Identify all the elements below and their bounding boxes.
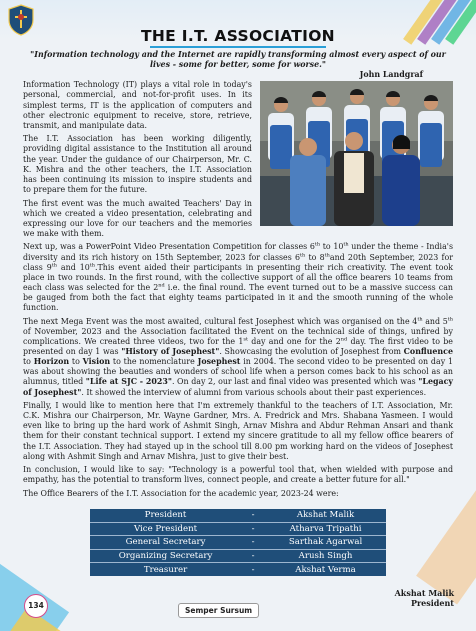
table-row bbox=[90, 549, 386, 563]
school-motto: Semper Sursum bbox=[178, 603, 259, 618]
table-row bbox=[90, 509, 386, 522]
page-title: THE I.T. ASSOCIATION bbox=[141, 27, 335, 45]
bearer-role: President bbox=[90, 509, 241, 522]
signature-block bbox=[395, 588, 454, 609]
bearer-name: Arush Singh bbox=[265, 549, 386, 563]
bearer-name: Akshat Verma bbox=[295, 564, 356, 575]
paragraph-competition: Next up, was a PowerPoint Video Presentation Competition for classes 6th to 10th under the theme - India's diversity and its rich history on 15th September, 2023 for classes 6th to 8thand 20th September, 2023 for class 9th and 10th.This event aided their participants in presenting their rich creativity. The event took place in two rounds. In the first round, with the collective support of all the office bearers 10 teams from each class was selected for the 2nd i.e. the final round. The event turned out to be a massive success can be gauged from both the fact that eighty teams participated in it and the smooth running of the whole function. bbox=[23, 241, 454, 313]
paragraph-bearers-intro: The Office Bearers of the I.T. Association for the academic year, 2023-24 were: bbox=[23, 488, 339, 498]
title-underline bbox=[150, 46, 326, 48]
bearer-role: Vice President bbox=[90, 522, 241, 536]
bearer-name: Akshat Malik bbox=[265, 509, 386, 522]
table-row bbox=[90, 563, 386, 576]
bearer-dash: - bbox=[241, 522, 265, 536]
bearer-dash: - bbox=[241, 549, 265, 563]
paragraph-thanks: Finally, I would like to mention here that I'm extremely thankful to the teachers of I.T. Association, Mr. C.K. Mishra our Chairperson, Mr. Wayne Gardner, Mrs. A. Fredrick and Mrs. Shabana Yasmeen. I would even like to bring up the hard work of Ashmit Singh, Arnav Mishra and Abdur Rehman Ansari and thank them for their constant technical support. I extend my sincere gratitude to all my fellow office bearers of the I.T. Association. They had stayed up in the school till 8.00 pm working hard on the videos of Josephest along with Ashmit Singh and Arnav Mishra, just to give their best. bbox=[23, 401, 453, 461]
bearer-dash: - bbox=[251, 564, 255, 575]
bearer-role: Organizing Secretary bbox=[90, 549, 241, 563]
paragraph-josephest: The next Mega Event was the most awaited, cultural fest Josephest which was organised on the 4th and 5th of November, 2023 and the Association facilitated the Event on the technical side of things, unfired by complications. We created three videos, two for the 1st day and one for the 2nd day. The first video to be presented on day 1 was "History of Josephest". Showcasing the evolution of Josephest from Confluence to Horizon to Vision to the nomenclature Josephest in 2004. The second video to be presented on day 1 was about showing the beauties and wonders of school life when a person comes back to his school as an alumnus, titled "Life at SJC - 2023". On day 2, our last and final video was presented which was "Legacy of Josephest". It showed the interview of alumni from various schools about their past experiences. bbox=[23, 316, 453, 397]
bearer-role: General Secretary bbox=[90, 536, 241, 550]
group-photo bbox=[260, 81, 453, 226]
article-body bbox=[23, 50, 453, 503]
table-row bbox=[90, 522, 386, 536]
quote-text: "Information technology and the Internet are rapidly transforming almost every aspect of our lives - some for better, some for worse." bbox=[30, 50, 446, 70]
paragraph-conclusion: In conclusion, I would like to say: "Technology is a powerful tool that, when wielded with purpose and empathy, has the potential to transform lives, connect people, and create a better future for all." bbox=[23, 465, 453, 485]
paragraph-association: The I.T. Association has been working diligently, providing digital assistance to the Institution all around the year. Under the guidance of our Chairperson, Mr. C. K. Mishra and the other teachers, the I.T. Association has been continuing its mission to inspire students and to prepare them for the future. bbox=[23, 134, 252, 194]
bearer-name: Sarthak Agarwal bbox=[265, 536, 386, 550]
paragraph-teachers-day: The first event was the much awaited Teachers' Day in which we created a video presentation, celebrating and expressing our love for our teachers and the memories we make with them. bbox=[23, 198, 252, 238]
page-number: 134 bbox=[24, 594, 48, 618]
bearer-dash: - bbox=[241, 536, 265, 550]
quote-author: John Landgraf bbox=[359, 70, 423, 80]
signer-title: President bbox=[410, 598, 454, 609]
signer-name: Akshat Malik bbox=[394, 588, 454, 598]
bearer-role: Treasurer bbox=[143, 564, 188, 575]
paragraph-intro: Information Technology (IT) plays a vital role in today's personal, commercial, and not-for-profit uses. In its simplest terms, IT is the application of computers and other electronic equipment to receive, store, retrieve, transmit, and manipulate data. bbox=[23, 80, 252, 130]
table-row bbox=[90, 536, 386, 550]
bearer-name: Atharva Tripathi bbox=[265, 522, 386, 536]
bearer-dash: - bbox=[241, 509, 265, 522]
office-bearers-table bbox=[90, 509, 386, 576]
